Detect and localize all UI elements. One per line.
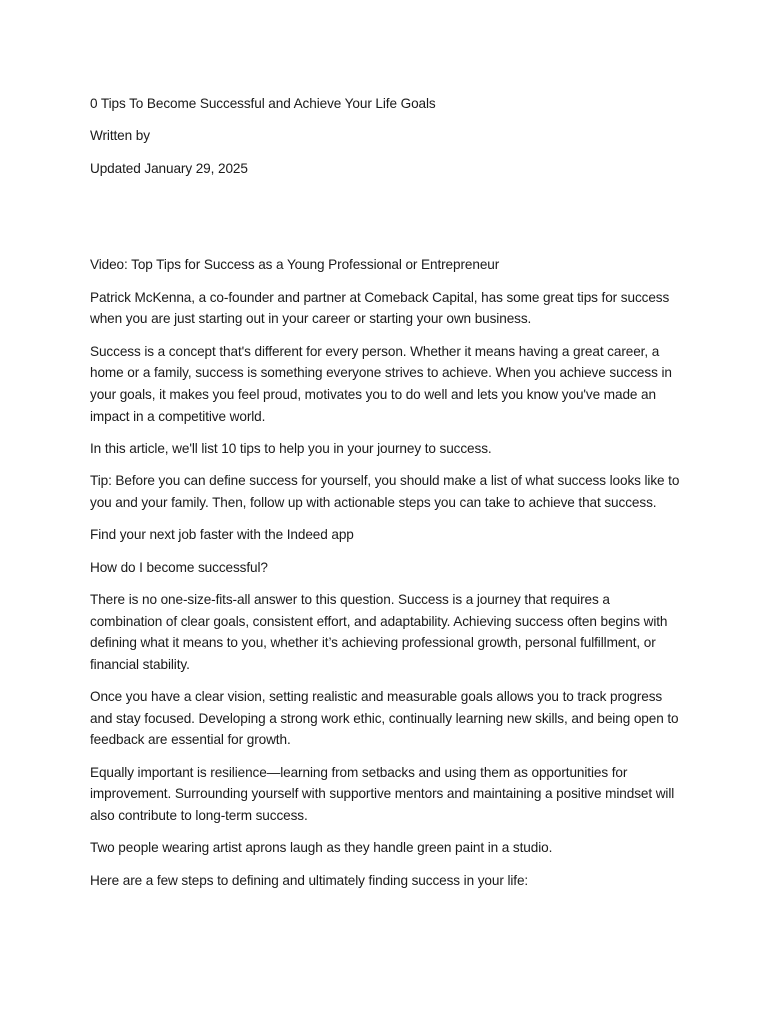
updated-date: Updated January 29, 2025 [90,160,248,176]
tip-paragraph: Tip: Before you can define success for yourself, you should make a list of what success looks like to you and your family. Then, follow up with actionable steps you can take to achieve that success. [90,473,680,510]
app-promo-text: Find your next job faster with the Indeed app [90,527,354,543]
image-caption: Two people wearing artist aprons laugh as they handle green paint in a studio. [90,840,553,856]
paragraph: Success is a concept that's different for every person. Whether it means having a great career, a home or a family, success is something everyone strives to achieve. When you achieve success in your goals, it makes you feel proud, motivates you to do well and lets you know you've made an impact in a competitive world. [90,343,672,424]
paragraph: Once you have a clear vision, setting realistic and measurable goals allows you to track progress and stay focused. Developing a strong work ethic, continually learning new skills, and being open to feedback are essential for growth. [90,689,679,748]
document-title: 0 Tips To Become Successful and Achieve Your Life Goals [90,96,436,111]
byline: Written by [90,128,150,144]
paragraph: Here are a few steps to defining and ultimately finding success in your life: [90,872,529,888]
paragraph: Equally important is resilience—learning from setbacks and using them as opportunities for improvement. Surrounding yourself with supportive mentors and maintaining a positive mindset will also contribute to long-term success. [90,764,675,824]
section-heading: How do I become successful? [90,559,268,575]
video-caption: Video: Top Tips for Success as a Young Professional or Entrepreneur [90,257,500,273]
blank-space [90,179,682,254]
paragraph: There is no one-size-fits-all answer to this question. Success is a journey that requires a combination of clear goals, consistent effort, and adaptability. Achieving success often begins with defining what it means to you, whether it’s achieving professional growth, personal fulfillment, or financial stability. [90,592,668,672]
paragraph: In this article, we'll list 10 tips to help you in your journey to success. [90,440,492,456]
document-body [90,93,682,891]
paragraph: Patrick McKenna, a co-founder and partner at Comeback Capital, has some great tips for success when you are just starting out in your career or starting your own business. [90,289,670,327]
